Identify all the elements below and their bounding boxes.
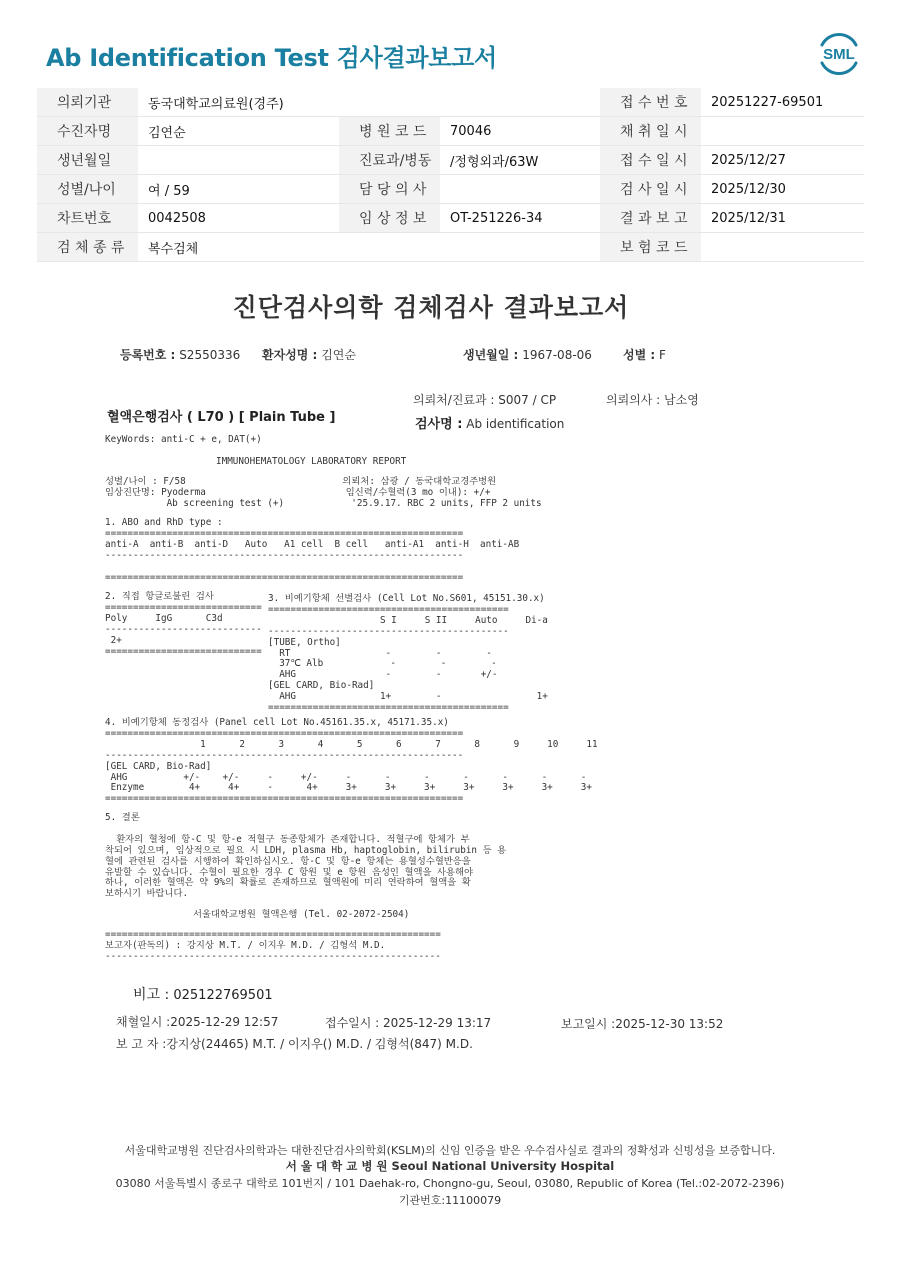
reg-value: S2550336: [179, 348, 241, 362]
info-label: 결 과 보 고: [600, 204, 701, 233]
sex-label: 성별 :: [623, 348, 656, 362]
info-value: 여 / 59: [138, 175, 339, 204]
received-time: 접수일시 : 2025-12-29 13:17: [325, 1016, 492, 1030]
info-label: 접 수 번 호: [600, 88, 701, 117]
patient-block: 성별/나이 : F/58 의뢰처: 삼광 / 동국대학교경주병원 임상진단명: Pyoderma 임신력/수혈력(3 mo 이내): +/+ Ab screening test (+) '25.9.17. RBC 2 units, FFP 2 units: [105, 476, 542, 509]
info-label: 수진자명: [37, 117, 138, 146]
info-value: 김연순: [138, 117, 339, 146]
info-value: 0042508: [138, 204, 339, 233]
info-row: [37, 233, 864, 262]
antibody-screen-block: 3. 비예기항체 선별검사 (Cell Lot No.S601, 45151.30.x) =========================================== S I S II Auto Di-a ------------------------------------------- [TUBE, Ortho] RT - - - 37℃ Alb - - - AHG - - +/- [GEL CARD, Bio-Rad] AHG 1+ - 1+ ===========================================: [268, 593, 548, 714]
info-label: 채 취 일 시: [600, 117, 701, 146]
reported-time: 보고일시 :2025-12-30 13:52: [561, 1017, 724, 1031]
footer-certification: 서울대학교병원 진단검사의학과는 대한진단검사의학회(KSLM)의 신임 인증을 받은 우수검사실로 결과의 정확성과 신빙성을 보증합니다.: [124, 1144, 776, 1157]
dat-block: 2. 직접 항글로불린 검사 ============================ Poly IgG C3d ---------------------------- 2+ ============================: [105, 591, 262, 657]
info-value: 동국대학교의료원(경주): [138, 88, 600, 117]
info-value: 복수검체: [138, 233, 600, 262]
info-row: [37, 146, 864, 175]
conclusion-block: 5. 결론 환자의 혈청에 항-C 및 항-e 적혈구 동종항체가 존재합니다. 적혈구에 항체가 부 착되어 있으며, 임상적으로 필요 시 LDH, plasma Hb, haptoglobin, bilirubin 등 용 혈에 관련된 검사를 시행하여 확인하십시오. 항-C 및 항-e 항체는 용혈성수혈반응을 유발할 수 있습니다. 수혈이 필요한 경우 C 항원 및 e 항원 음성인 혈액을 사용해야 하나, 이러한 혈액은 약 9%의 확률로 존재하므로 혈액원에 미리 연락하여 혈액을 확 보하시기 바랍니다.: [105, 812, 507, 900]
logo-text: SML: [823, 46, 855, 63]
abo-rhd-block: 1. ABO and RhD type : ================================================================ anti-A anti-B anti-D Auto A1 cell B cell anti-A1 anti-H anti-AB ---------------------------------------------------------------- ================================================================: [105, 517, 520, 583]
reporters: 보 고 자 :강지상(24465) M.T. / 이지우() M.D. / 김형석(847) M.D.: [116, 1037, 473, 1051]
sex-value: F: [659, 348, 666, 362]
info-label: 생년월일: [37, 146, 138, 175]
info-row: [37, 88, 864, 117]
info-label: 진료과/병동: [339, 146, 440, 175]
info-value: OT-251226-34: [440, 204, 600, 233]
note-label: 비고 :: [133, 987, 170, 1003]
panel-identification-block: 4. 비예기항체 동정검사 (Panel cell Lot No.45161.35.x, 45171.35.x) ================================================================ 1 2 3 4 5 6 7 8 9 10 11 ---------------------------------------------------------------- [GEL CARD, Bio-Rad] AHG +/- +/- - +/- - - - - - - - Enzyme 4+ 4+ - 4+ 3+ 3+ 3+ 3+ 3+ 3+ 3+ ================================================================: [105, 717, 598, 805]
footer-institution-number: 기관번호:11100079: [398, 1194, 502, 1207]
sml-logo: [814, 30, 864, 76]
patient-info-table: [37, 88, 864, 262]
info-label: 접 수 일 시: [600, 146, 701, 175]
info-label: 의뢰기관: [37, 88, 138, 117]
info-value: 70046: [440, 117, 600, 146]
info-value: [701, 233, 864, 262]
patient-name: [262, 346, 356, 363]
note-value: 025122769501: [173, 988, 273, 1003]
requesting-department: 의뢰처/진료과 : S007 / CP: [413, 393, 557, 407]
info-value: [138, 146, 339, 175]
info-value: [440, 175, 600, 204]
info-row: [37, 204, 864, 233]
info-label: 보 험 코 드: [600, 233, 701, 262]
info-label: 담 당 의 사: [339, 175, 440, 204]
blood-bank-line: 서울대학교병원 혈액은행 (Tel. 02-2072-2504): [193, 909, 410, 920]
patient-value: 김연순: [321, 348, 356, 362]
report-title: Ab Identification Test 검사결과보고서: [46, 44, 497, 72]
info-value: [701, 117, 864, 146]
footer-hospital-name: 서 울 대 학 교 병 원 Seoul National University Hospital: [285, 1159, 615, 1173]
dob-label: 생년월일 :: [463, 348, 519, 362]
info-value: 20251227-69501: [701, 88, 864, 117]
exam-name-label: 검사명 :: [415, 417, 463, 432]
collected-time: 채혈일시 :2025-12-29 12:57: [116, 1015, 279, 1029]
info-label: 병 원 코 드: [339, 117, 440, 146]
reg-label: 등록번호 :: [120, 348, 176, 362]
info-value: 2025/12/31: [701, 204, 864, 233]
exam-name-value: Ab identification: [466, 417, 565, 431]
note-line: [133, 984, 273, 1004]
reporter-block: ============================================================ 보고자(판독의) : 강지상 M.T. / 이지우 M.D. / 김형석 M.D. ------------------------------------------------------------: [105, 929, 441, 962]
info-label: 검 사 일 시: [600, 175, 701, 204]
info-value: 2025/12/30: [701, 175, 864, 204]
sex: [623, 346, 666, 363]
dob-value: 1967-08-06: [522, 348, 592, 362]
info-label: 차트번호: [37, 204, 138, 233]
lab-report-heading: IMMUNOHEMATOLOGY LABORATORY REPORT: [216, 456, 407, 467]
footer-address: 03080 서울특별시 종로구 대학로 101번지 / 101 Daehak-ro, Chongno-gu, Seoul, 03080, Republic of Korea (Tel.:02-2072-2396): [115, 1177, 785, 1190]
requesting-doctor: 의뢰의사 : 남소영: [606, 393, 699, 407]
patient-label: 환자성명 :: [262, 348, 318, 362]
date-of-birth: [463, 346, 592, 363]
info-row: [37, 117, 864, 146]
info-label: 임 상 정 보: [339, 204, 440, 233]
info-label: 성별/나이: [37, 175, 138, 204]
keywords: KeyWords: anti-C + e, DAT(+): [105, 434, 262, 445]
registration-number: [120, 346, 240, 363]
info-value: 2025/12/27: [701, 146, 864, 175]
exam-title: 혈액은행검사 ( L70 ) [ Plain Tube ]: [107, 410, 336, 425]
exam-name: [415, 413, 564, 432]
info-value: /정형외과/63W: [440, 146, 600, 175]
info-row: [37, 175, 864, 204]
lab-report-title: 진단검사의학 검체검사 결과보고서: [232, 293, 630, 322]
info-label: 검 체 종 류: [37, 233, 138, 262]
